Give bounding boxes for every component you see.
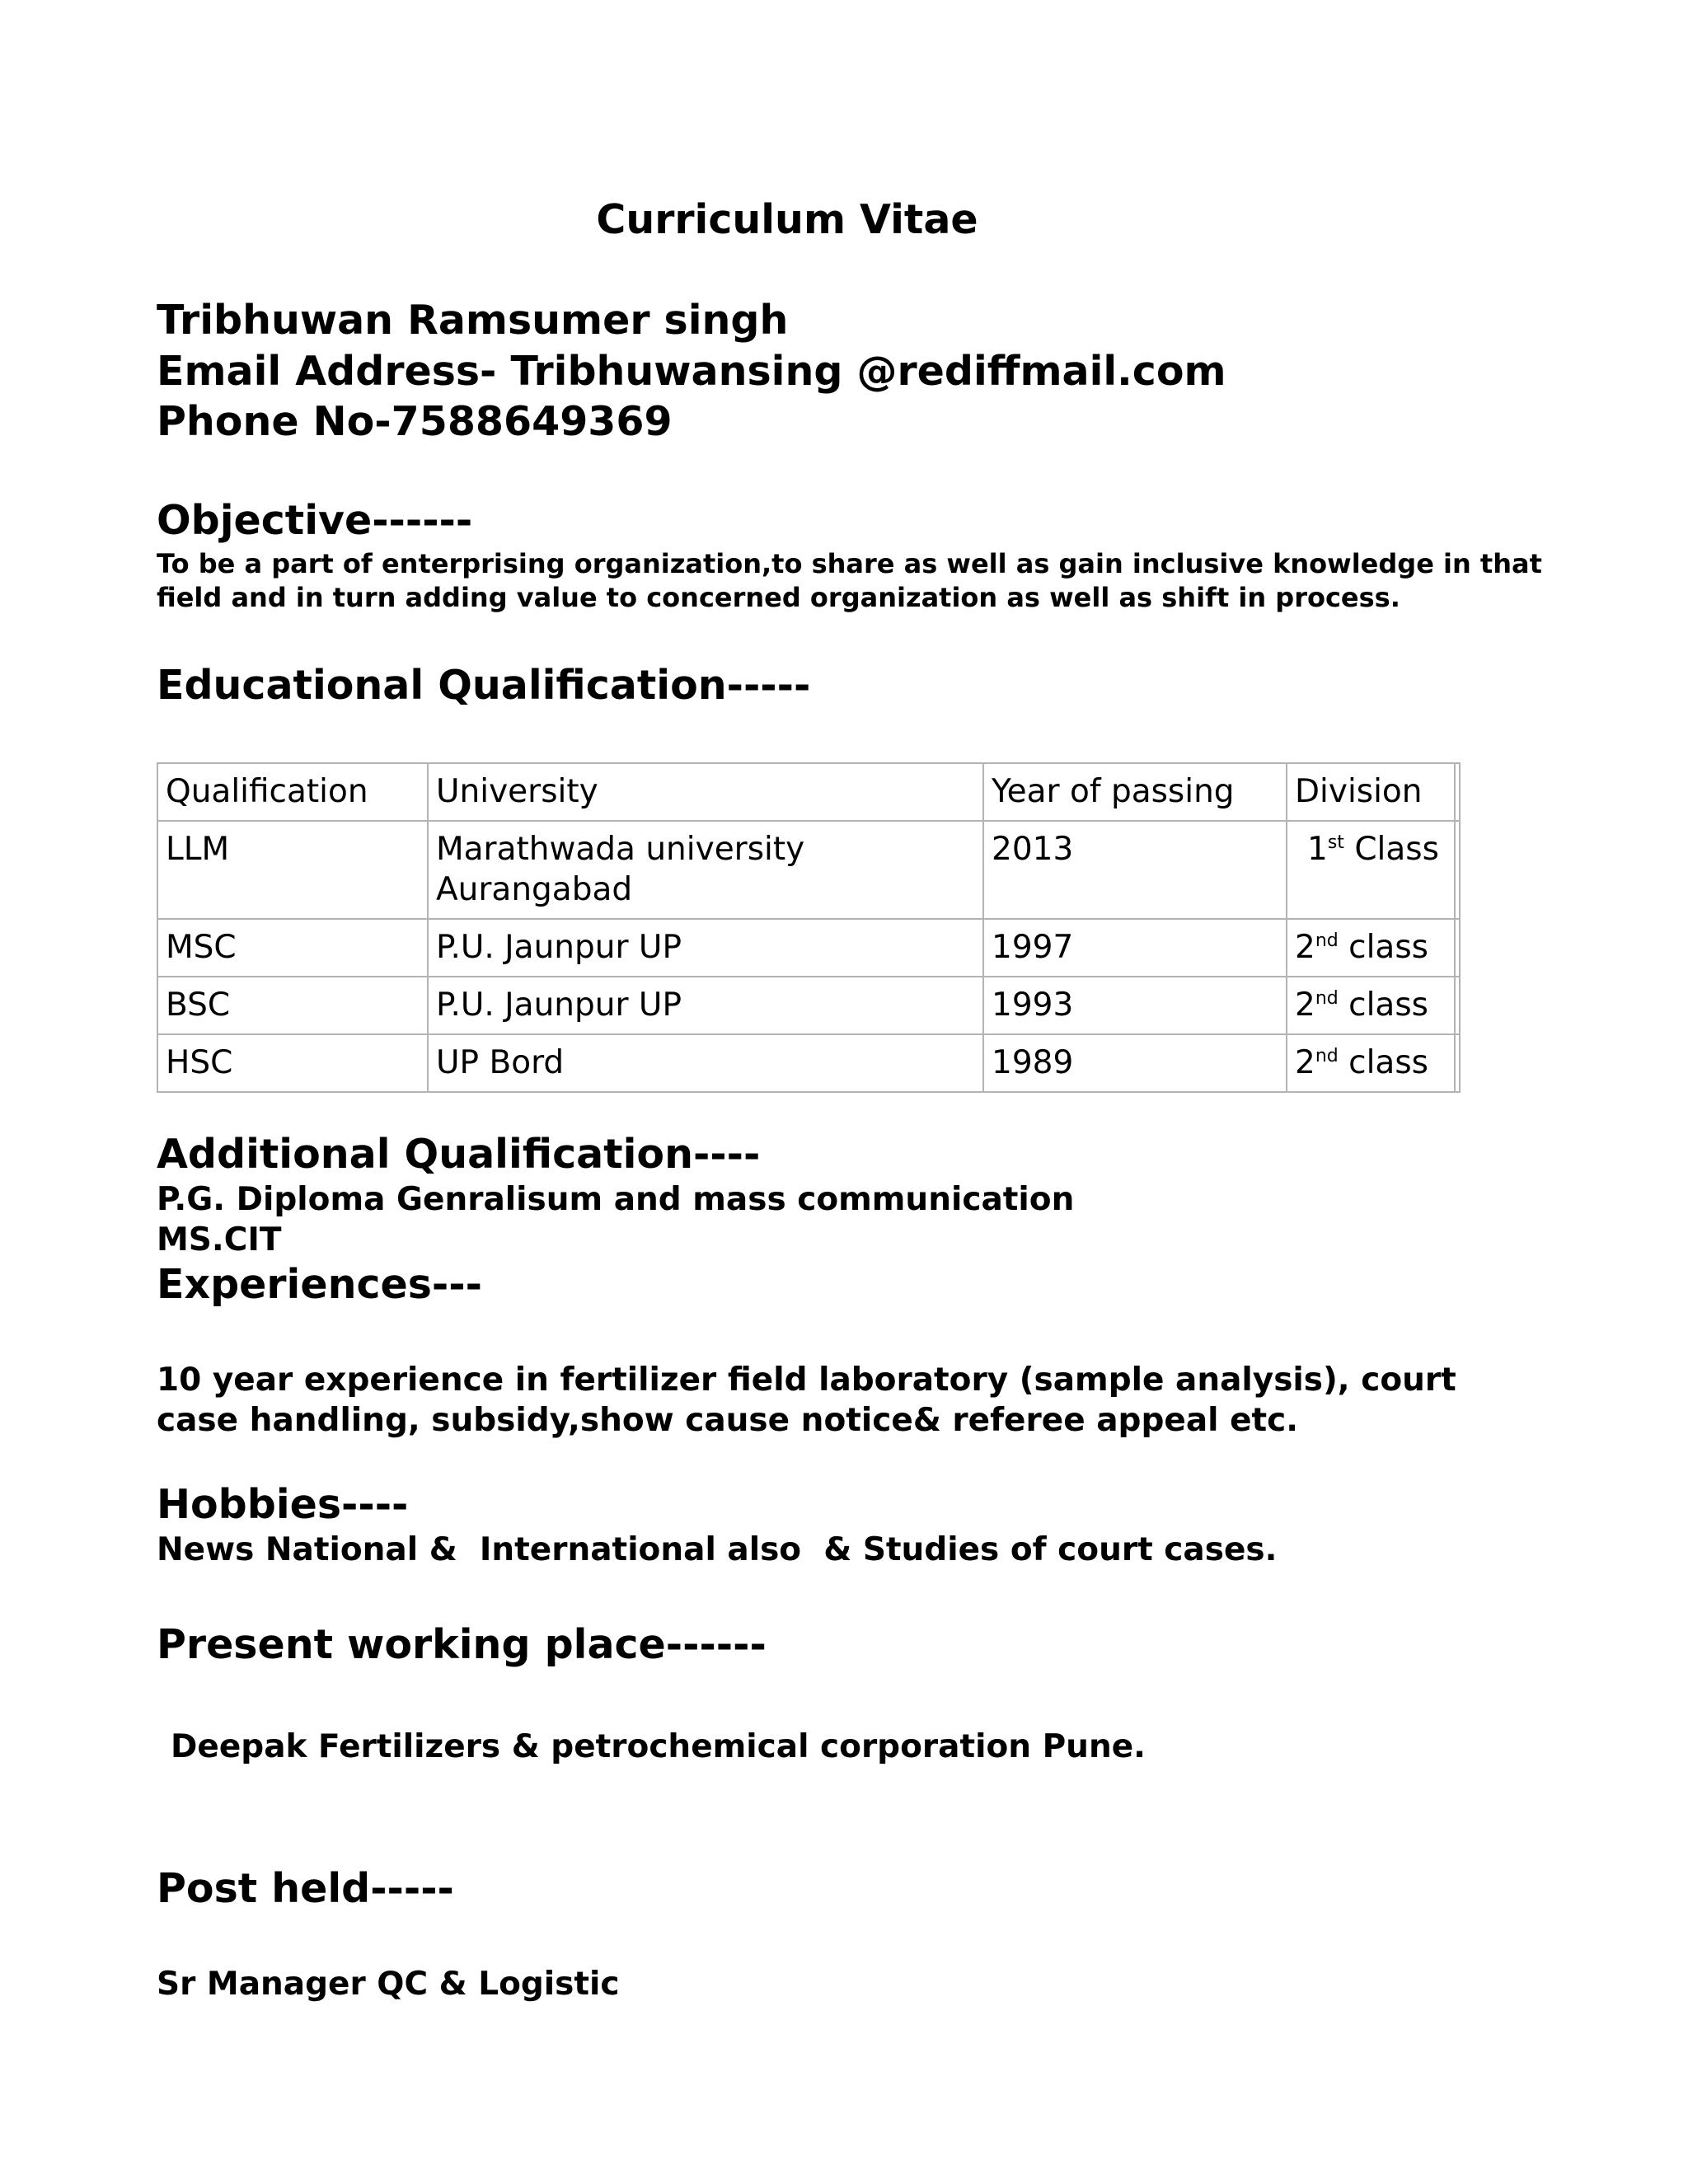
- cell-university: UP Bord: [428, 1034, 983, 1092]
- cell-university: P.U. Jaunpur UP: [428, 977, 983, 1034]
- empty-cell: [1455, 763, 1460, 821]
- table-row: [157, 821, 1460, 919]
- table-row: [157, 1034, 1460, 1092]
- division-text: class: [1338, 929, 1428, 966]
- document-title: Curriculum Vitae: [596, 196, 978, 243]
- post-held-text: Sr Manager QC & Logistic: [157, 1966, 620, 2003]
- division-number: 2: [1295, 987, 1315, 1024]
- division-suffix: st: [1327, 832, 1344, 853]
- division-text: class: [1338, 1044, 1428, 1081]
- present-working-place-text: Deepak Fertilizers & petrochemical corporation Pune.: [171, 1728, 1146, 1765]
- experiences-heading: Experiences---: [157, 1261, 482, 1308]
- cell-division: [1287, 977, 1455, 1034]
- cell-qualification: MSC: [157, 919, 428, 977]
- additional-item: P.G. Diploma Genralisum and mass communication: [157, 1181, 1075, 1218]
- cell-year: 1997: [983, 919, 1287, 977]
- additional-heading: Additional Qualification----: [157, 1131, 761, 1178]
- additional-item: MS.CIT: [157, 1221, 282, 1258]
- cell-year: 1989: [983, 1034, 1287, 1092]
- education-heading: Educational Qualification-----: [157, 662, 811, 709]
- cell-qualification: LLM: [157, 821, 428, 919]
- division-number: 2: [1295, 1044, 1315, 1081]
- table-row: [157, 977, 1460, 1034]
- cell-division: [1287, 919, 1455, 977]
- education-table: [157, 762, 1461, 1093]
- empty-cell: [1455, 821, 1460, 919]
- cell-university: Marathwada university Aurangabad: [428, 821, 983, 919]
- candidate-name: Tribhuwan Ramsumer singh: [157, 297, 789, 344]
- cell-university: P.U. Jaunpur UP: [428, 919, 983, 977]
- header-qualification: Qualification: [157, 763, 428, 821]
- division-text: Class: [1343, 831, 1439, 868]
- phone-line: Phone No-7588649369: [157, 398, 673, 445]
- division-suffix: nd: [1315, 988, 1339, 1009]
- email-line: Email Address- Tribhuwansing @rediffmail.com: [157, 348, 1226, 395]
- empty-cell: [1455, 977, 1460, 1034]
- post-held-heading: Post held-----: [157, 1865, 454, 1912]
- table-row: [157, 919, 1460, 977]
- cell-qualification: BSC: [157, 977, 428, 1034]
- division-number: 2: [1295, 929, 1315, 966]
- cell-division: [1287, 821, 1455, 919]
- objective-heading: Objective------: [157, 497, 473, 544]
- division-suffix: nd: [1315, 930, 1339, 951]
- division-suffix: nd: [1315, 1046, 1339, 1066]
- table-header-row: [157, 763, 1460, 821]
- hobbies-heading: Hobbies----: [157, 1481, 409, 1528]
- cell-division: [1287, 1034, 1455, 1092]
- objective-text: To be a part of enterprising organization,to share as well as gain inclusive knowledge in that field and in turn adding value to concerned organization as well as shift in process.: [157, 548, 1542, 613]
- present-working-place-heading: Present working place------: [157, 1621, 767, 1668]
- header-year: Year of passing: [983, 763, 1287, 821]
- cell-year: 1993: [983, 977, 1287, 1034]
- empty-cell: [1455, 919, 1460, 977]
- empty-cell: [1455, 1034, 1460, 1092]
- division-text: class: [1338, 987, 1428, 1024]
- header-university: University: [428, 763, 983, 821]
- cell-qualification: HSC: [157, 1034, 428, 1092]
- experiences-text: 10 year experience in fertilizer field laboratory (sample analysis), court case handling, subsidy,show cause notice& referee appeal etc.: [157, 1361, 1456, 1439]
- cell-year: 2013: [983, 821, 1287, 919]
- division-number: 1: [1307, 831, 1328, 868]
- header-division: Division: [1287, 763, 1455, 821]
- hobbies-text: News National & International also & Studies of court cases.: [157, 1531, 1278, 1568]
